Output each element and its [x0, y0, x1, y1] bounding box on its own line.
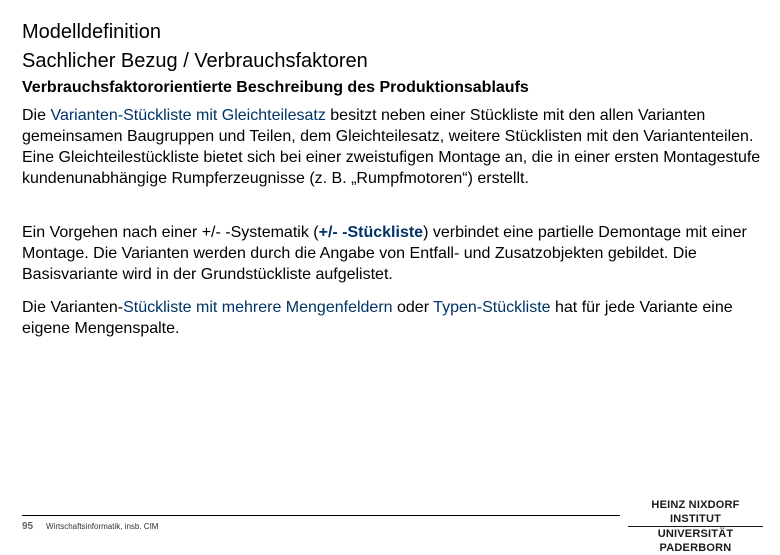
slide-title-line2: Sachlicher Bezug / Verbrauchsfaktoren — [22, 50, 368, 72]
page-number: 95 — [22, 521, 34, 532]
paragraph-text: Die — [22, 107, 51, 124]
paragraph-text: Die Varianten- — [22, 299, 124, 316]
logo-line2: UNIVERSITÄT PADERBORN — [628, 526, 763, 555]
paragraph-gleichteilesatz — [22, 105, 762, 189]
paragraph-text: hat für jede Variante eine eigene Mengenspalte. — [22, 299, 733, 337]
paragraph-text: oder — [392, 299, 434, 316]
term-typen-stueckliste: Typen-Stückliste — [433, 299, 551, 316]
paragraph-text: besitzt neben einer Stückliste mit den allen Varianten gemeinsamen Baugruppen und Teilen, dem Gleichteilesatz, weitere Stücklisten mit den Variantenteilen. Eine Gleichteilestückliste bietet sich bei einer zweistufigen Montage an, die in einer ersten Montagestufe kundenunabhängige Rumpferzeugnisse (z. B. „Rumpfmotoren“) erstellt. — [22, 107, 761, 187]
paragraph-text: ) verbindet eine partielle Demontage mit einer Montage. Die Varianten werden durch die Angabe von Entfall- und Zusatzobjekten gebildet. Die Basisvariante wird in der Grundstückliste aufgelistet. — [22, 224, 747, 283]
slide-title: Modelldefinition — [22, 21, 161, 43]
footer-text: Wirtschaftsinformatik, insb. CIM — [46, 522, 159, 531]
institute-logo — [628, 498, 763, 555]
term-gleichteilesatz: Varianten-Stückliste mit Gleichteilesatz — [50, 107, 326, 124]
logo-line1: HEINZ NIXDORF INSTITUT — [651, 499, 740, 525]
footer-divider — [22, 515, 620, 516]
slide-subtitle: Verbrauchsfaktororientierte Beschreibung des Produktionsablaufs — [22, 79, 529, 96]
paragraph-plus-minus — [22, 222, 762, 285]
paragraph-text: Ein Vorgehen nach einer +/- -Systematik ( — [22, 224, 319, 241]
paragraph-mengenfelder — [22, 297, 762, 339]
term-plus-minus-stueckliste: +/- -Stückliste — [318, 224, 424, 241]
term-mengenfelder: Stückliste mit mehrere Mengenfeldern — [123, 299, 393, 316]
